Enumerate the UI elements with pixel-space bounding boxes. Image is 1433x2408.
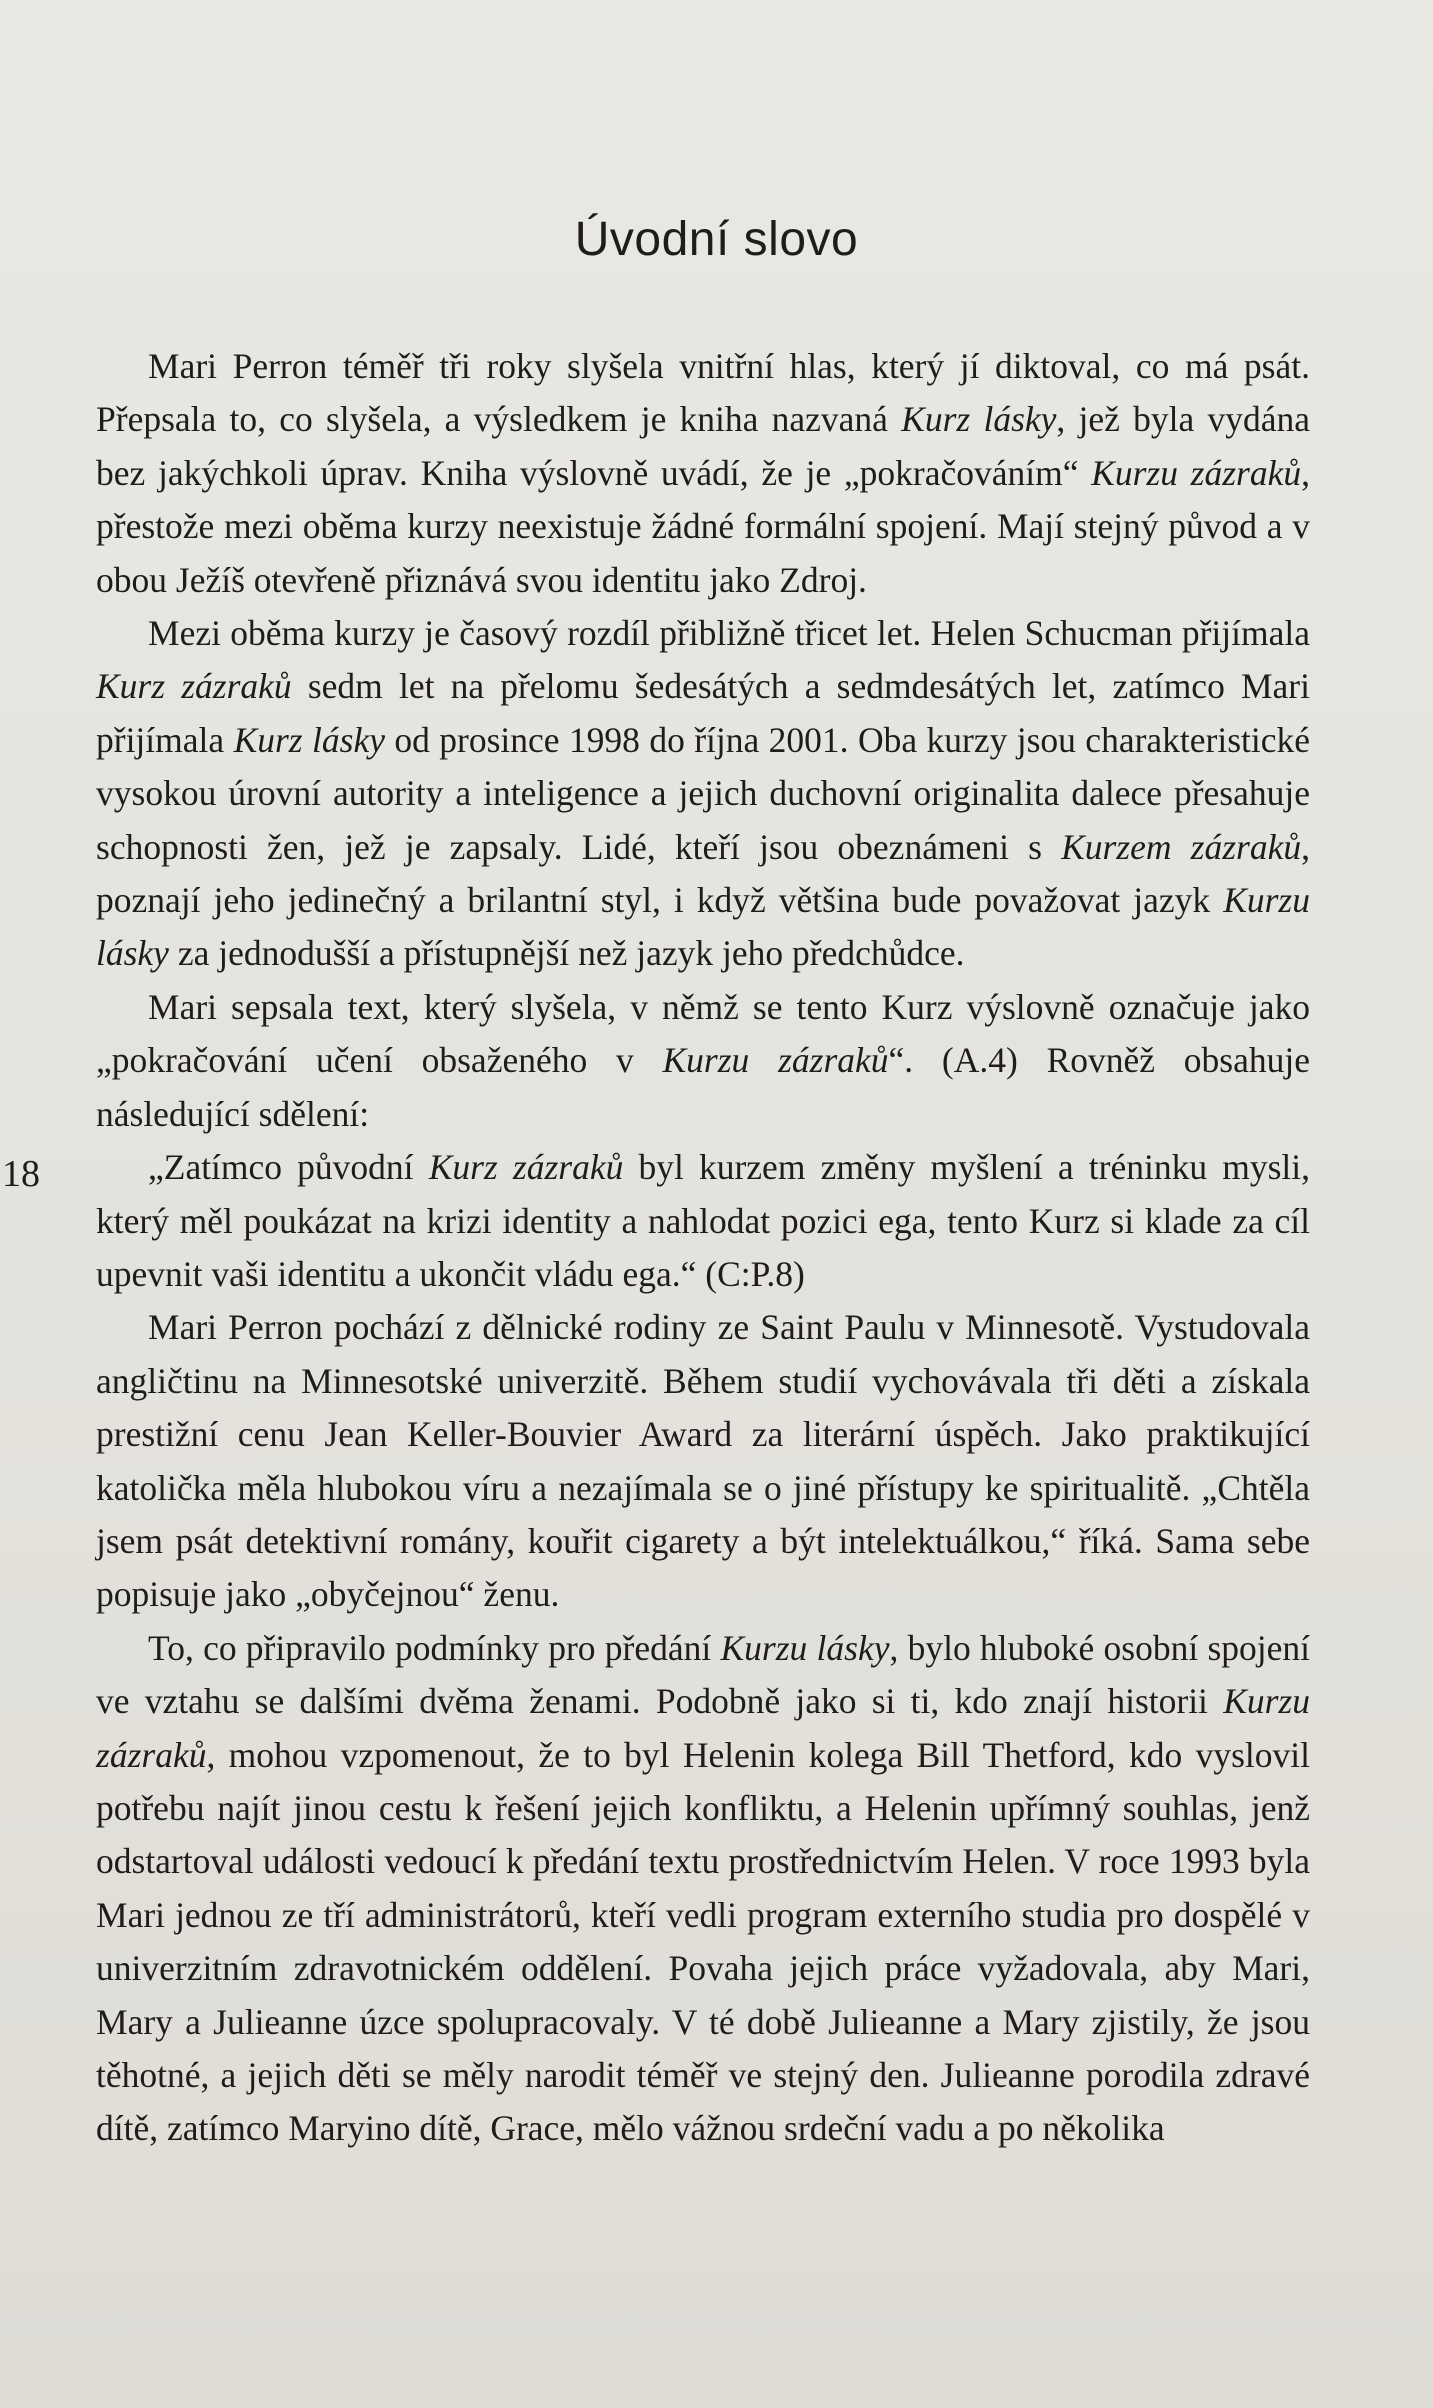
- text-run: od prosince 1998 do října 2001. Oba kurzy jsou charakteristické vysokou úrovní autority a inteligence a jejich duchovní originalita dalece přesahuje schopnosti žen, jež je zapsaly. Lidé, kteří jsou obeznámeni s: [96, 719, 1311, 867]
- quote-paragraph: [96, 1141, 1310, 1301]
- book-title-italic: Kurzu lásky: [96, 880, 1310, 974]
- text-run: Mezi oběma kurzy je časový rozdíl přibližně třicet let. Helen Schucman přijímala: [148, 613, 1310, 654]
- paragraph: [96, 1301, 1310, 1621]
- paragraph: [96, 1622, 1310, 2156]
- book-title-italic: Kurzem zázraků: [1061, 826, 1302, 867]
- book-title-italic: Kurzu zázraků: [96, 1681, 1310, 1775]
- text-run: , jež byla vydána bez jakýchkoli úprav. Kniha výslovně uvádí, že je „pokračováním“: [96, 399, 1310, 493]
- text-run: “. (A.4) Rovněž obsahuje následující sdělení:: [96, 1040, 1310, 1134]
- text-run: , mohou vzpomenout, že to byl Helenin kolega Bill Thetford, kdo vyslovil potřebu najít jinou cestu k řešení jejich konfliktu, a Helenin upřímný souhlas, jenž odstartoval události vedoucí k předání textu prostřednictvím Helen. V roce 1993 byla Mari jednou ze tří administrátorů, kteří vedli program externího studia pro dospělé v univerzitním zdravotnickém oddělení. Povaha jejich práce vyžadovala, aby Mari, Mary a Julieanne úzce spolupracovaly. V té době Julieanne a Mary zjistily, že jsou těhotné, a jejich děti se měly narodit téměř ve stejný den. Julieanne porodila zdravé dítě, zatímco Maryino dítě, Grace, mělo vážnou srdeční vadu a po několika: [96, 1734, 1310, 2149]
- text-run: , přestože mezi oběma kurzy neexistuje žádné formální spojení. Mají stejný původ a v obou Ježíš otevřeně přiznává svou identitu jako Zdroj.: [96, 452, 1311, 600]
- paragraph: [96, 340, 1310, 607]
- book-title-italic: Kurz zázraků: [428, 1147, 624, 1188]
- paragraph: [96, 981, 1310, 1141]
- text-run: Mari Perron téměř tři roky slyšela vnitřní hlas, který jí diktoval, co má psát. Přepsala to, co slyšela, a výsledkem je kniha nazvaná: [96, 346, 1310, 440]
- text-run: za jednodušší a přístupnější než jazyk jeho předchůdce.: [168, 933, 965, 974]
- paragraph: [96, 607, 1310, 981]
- text-run: byl kurzem změny myšlení a tréninku mysli, který měl poukázat na krizi identity a nahlodat pozici ega, tento Kurz si klade za cíl upevnit vaši identitu a ukončit vládu ega.“ (C:P.8): [96, 1147, 1310, 1294]
- text-run: Mari sepsala text, který slyšela, v němž se tento Kurz výslovně označuje jako „pokračování učení obsaženého v: [96, 986, 1310, 1081]
- text-run: Mari Perron pochází z dělnické rodiny ze Saint Paulu v Minnesotě. Vystudovala angličtinu na Minnesotské univerzitě. Během studií vychovávala tři děti a získala prestižní cenu Jean Keller-Bouvier Award za literární úspěch. Jako praktikující katolička měla hlubokou víru a nezajímala se o jiné přístupy ke spiritualitě. „Chtěla jsem psát detektivní romány, kouřit cigarety a být intelektuálkou,“ říká. Sama sebe popisuje jako „obyčejnou“ ženu.: [96, 1307, 1310, 1615]
- text-run: , poznají jeho jedinečný a brilantní styl, i když většina bude považovat jazyk: [96, 826, 1310, 921]
- page-number: 18: [2, 1153, 40, 1195]
- text-run: , bylo hluboké osobní spojení ve vztahu se dalšími dvěma ženami. Podobně jako si ti, kdo znají historii: [96, 1627, 1310, 1722]
- body-text: [96, 340, 1310, 2156]
- text-run: „Zatímco původní: [148, 1147, 429, 1188]
- text-run: To, co připravilo podmínky pro předání: [148, 1627, 721, 1668]
- book-title-italic: Kurzu zázraků: [662, 1040, 889, 1081]
- page-title: Úvodní slovo: [574, 213, 859, 266]
- book-title-italic: Kurzu zázraků: [1091, 452, 1302, 493]
- book-title-italic: Kurzu lásky: [720, 1627, 890, 1668]
- book-title-italic: Kurz zázraků: [96, 666, 292, 707]
- book-title-italic: Kurz lásky: [901, 399, 1057, 440]
- book-title-italic: Kurz lásky: [233, 719, 385, 760]
- text-run: sedm let na přelomu šedesátých a sedmdesátých let, zatímco Mari přijímala: [96, 666, 1310, 760]
